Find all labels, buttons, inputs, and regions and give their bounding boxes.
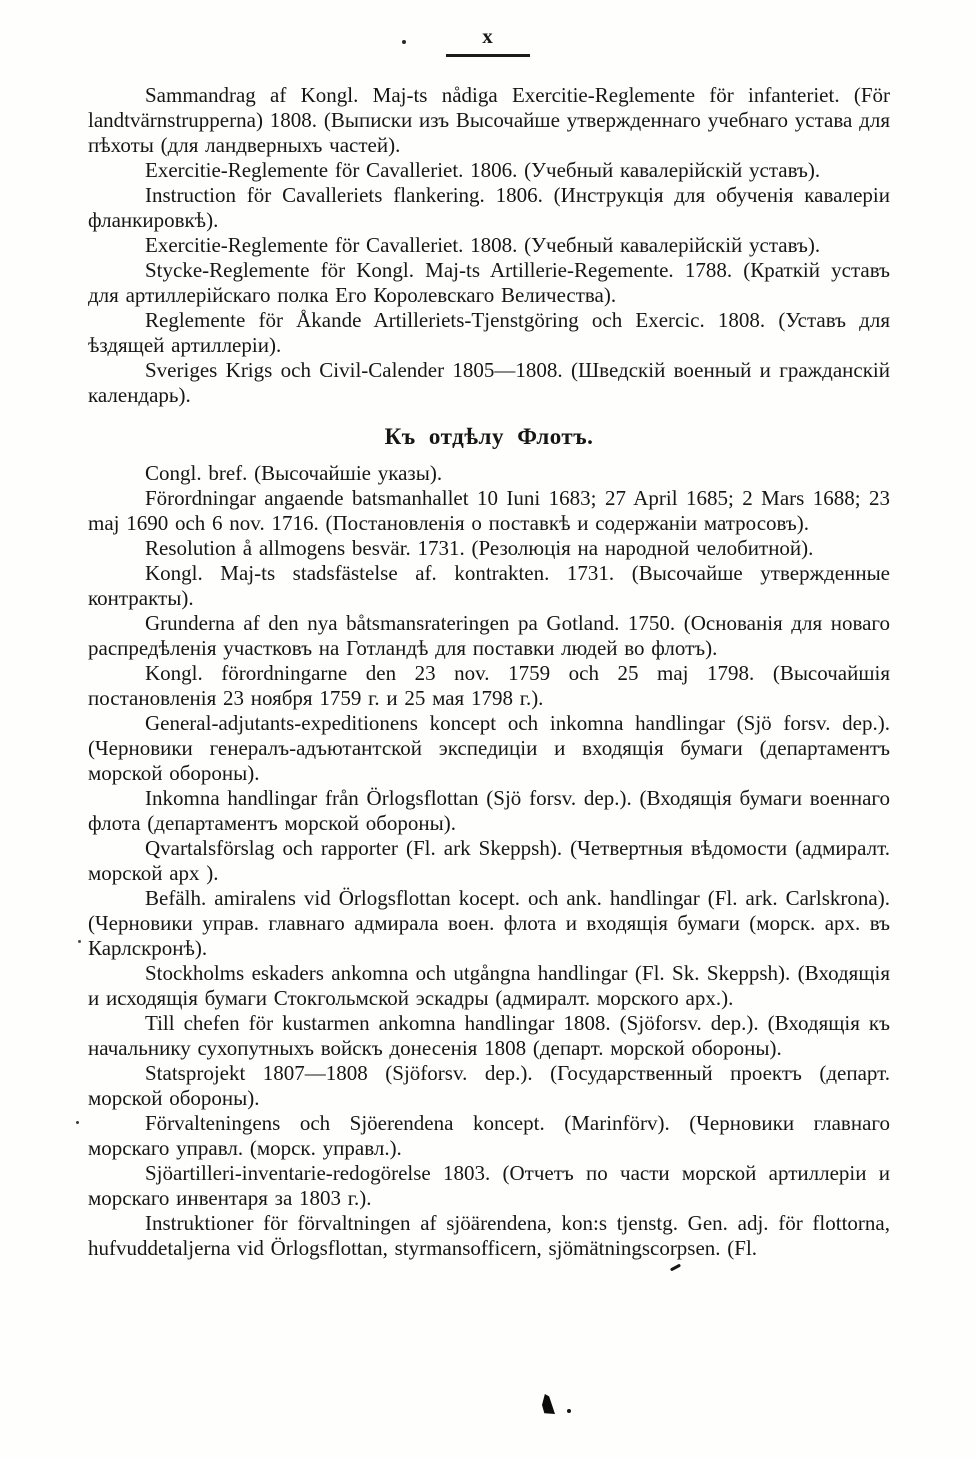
bibliography-entry: Stycke-Reglemente för Kongl. Maj-ts Artillerie-Regemente. 1788. (Краткій уставъ для артиллерійскаго полка Его Королевскаго Величества). (88, 258, 890, 307)
bibliography-entry: Statsprojekt 1807—1808 (Sjöforsv. dep.). (Государственный проектъ (департ. морской обороны). (88, 1061, 890, 1110)
bibliography-text-block (88, 83, 890, 1261)
bibliography-entry: Inkomna handlingar från Örlogsflottan (Sjö forsv. dep.). (Входящія бумаги военнаго флота (департаментъ морской обороны). (88, 786, 890, 835)
bibliography-entry: Instruction för Cavalleriets flankering. 1806. (Инструкція для обученія кавалеріи фланкировкѣ). (88, 183, 890, 232)
bibliography-entry: Befälh. amiralens vid Örlogsflottan kocept. och ank. handlingar (Fl. ark. Carlskrona). (Черновики управ. главнаго адмирала воен. флота и входящія бумаги (морск. арх. въ Карлскронѣ). (88, 886, 890, 960)
bibliography-entry: Förvalteningens och Sjöerendena koncept. (Marinförv). (Черновики главнаго морскаго управл. (морск. управл.). (88, 1111, 890, 1160)
bibliography-entry: Exercitie-Reglemente för Cavalleriet. 1808. (Учебный кавалерійскій уставъ). (145, 233, 821, 257)
bibliography-entry: Sveriges Krigs och Civil-Calender 1805—1808. (Шведскій военный и гражданскій календарь). (88, 358, 890, 407)
bibliography-entry: Till chefen för kustarmen ankomna handlingar 1808. (Sjöforsv. dep.). (Входящія къ начальнику сухопутныхъ войскъ донесенія 1808 (департ. морской обороны). (88, 1011, 890, 1060)
ink-speck (402, 40, 406, 44)
bibliography-entry: Förordningar angaende batsmanhallet 10 Iuni 1683; 27 April 1685; 2 Mars 1688; 23 maj 1690 och 6 nov. 1716. (Постановленія о поставкѣ и содержаніи матросовъ). (88, 486, 890, 535)
bibliography-entry: Kongl. Maj-ts stadsfästelse af. kontrakten. 1731. (Высочайше утвержденные контракты). (88, 561, 890, 610)
ink-speck (567, 1409, 571, 1413)
ink-blot (542, 1394, 555, 1414)
bibliography-entry: Stockholms eskaders ankomna och utgångna handlingar (Fl. Sk. Skeppsh). (Входящія и исходящія бумаги Стокгольмской эскадры (адмиралт. морского арх.). (88, 961, 890, 1010)
bibliography-entry: Exercitie-Reglemente för Cavalleriet. 1806. (Учебный кавалерійскій уставъ). (145, 158, 821, 182)
bibliography-entry: Resolution å allmogens besvär. 1731. (Резолюція на народной челобитной). (145, 536, 814, 560)
bibliography-entry: Congl. bref. (Высочайшіе указы). (145, 461, 443, 485)
ink-speck (76, 1121, 79, 1124)
bibliography-entry: Sammandrag af Kongl. Maj-ts nådiga Exercitie-Reglemente för infanteriet. (För landtvärnstrupperna) 1808. (Выписки изъ Высочайше утвержденнаго учебнаго устава для пѣхоты (для ландверныхъ частей). (88, 83, 890, 157)
bibliography-entry: Qvartalsförslag och rapporter (Fl. ark Skeppsh). (Четвертныя вѣдомости (адмиралт. морской арх ). (88, 836, 890, 885)
ink-speck (78, 940, 81, 943)
section-heading-fleet: Къ отдѣлу Флотъ. (384, 424, 594, 449)
bibliography-entry: Instruktioner för förvaltningen af sjöärendena, kon:s tjenstg. Gen. adj. för flottorna, hufvuddetaljerna vid Örlogsflottan, styrmansofficern, sjömätningscorpsen. (Fl. (88, 1211, 890, 1260)
bibliography-entry: Sjöartilleri-inventarie-redogörelse 1803. (Отчетъ по части морской артиллеріи и морскаго инвентаря за 1803 г.). (88, 1161, 890, 1210)
bibliography-entry: Reglemente för Åkande Artilleriets-Tjenstgöring och Exercic. 1808. (Уставъ для ѣздящей артиллеріи). (88, 308, 890, 357)
page-number: x (446, 24, 530, 57)
page-header (0, 24, 976, 57)
bibliography-entry: Kongl. förordningarne den 23 nov. 1759 och 25 maj 1798. (Высочайшія постановленія 23 ноября 1759 г. и 25 мая 1798 г.). (88, 661, 890, 710)
bibliography-entry: Grunderna af den nya båtsmansrateringen pa Gotland. 1750. (Основанія для новаго распредѣленія участковъ на Готландѣ для поставки людей во флотъ). (88, 611, 890, 660)
bibliography-entry: General-adjutants-expeditionens koncept och inkomna handlingar (Sjö forsv. dep.). (Черновики генералъ-адъютантской экспедиціи и входящія бумаги (департаментъ морской обороны). (88, 711, 890, 785)
ink-stroke (670, 1264, 681, 1272)
